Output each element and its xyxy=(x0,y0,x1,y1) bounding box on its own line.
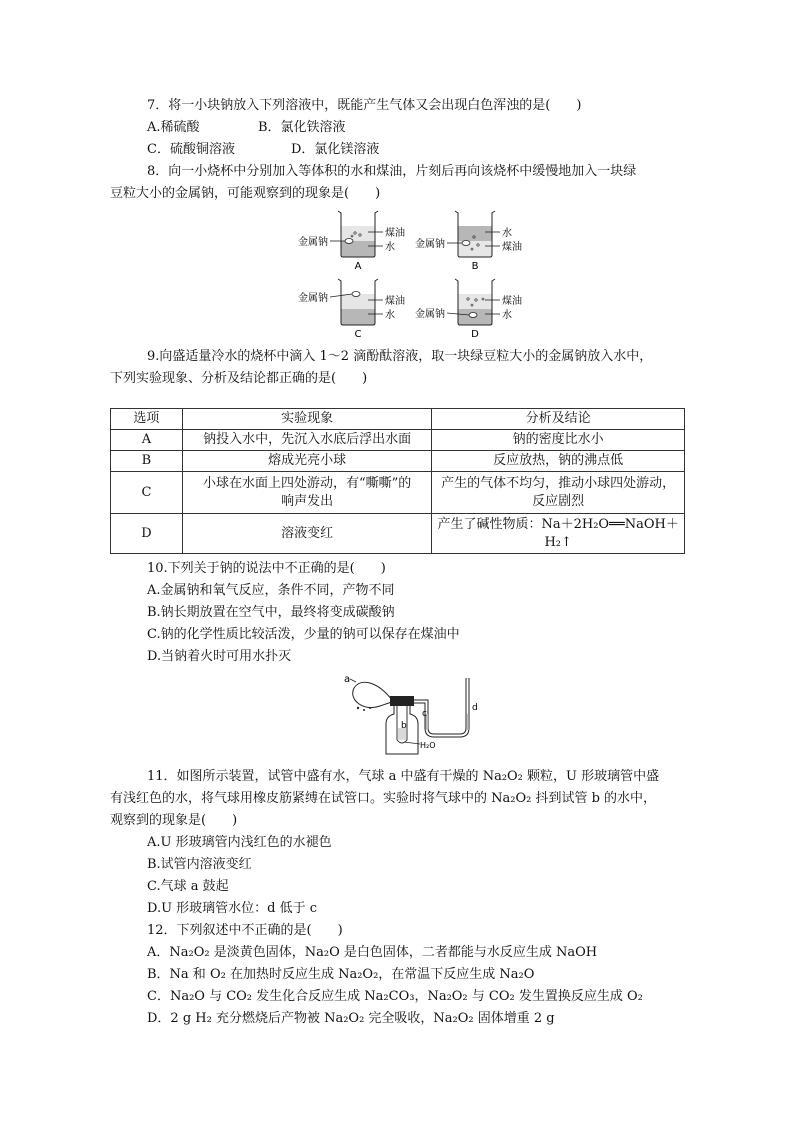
q10-option-c: C.钠的化学性质比较活泼，少量的钠可以保存在煤油中 xyxy=(147,627,460,642)
q8-beaker-svg xyxy=(290,205,530,340)
row-b-conclusion: 反应放热，钠的沸点低 xyxy=(432,451,685,472)
beaker-b xyxy=(447,211,500,257)
q8-stem-line1: 8．向一小烧杯中分别加入等体积的水和煤油，片刻后再向该烧杯中缓慢地加入一块绿 xyxy=(147,164,637,179)
row-c-phenomenon-line2: 响声发出 xyxy=(281,493,334,509)
row-d-phenomenon: 溶液变红 xyxy=(182,514,431,554)
q7-option-d: D．氯化镁溶液 xyxy=(291,142,380,157)
q12-option-b: B．Na 和 O₂ 在加热时反应生成 Na₂O₂，在常温下反应生成 Na₂O xyxy=(147,967,535,982)
beaker-d-kerosene-label: 煤油 xyxy=(502,296,522,307)
row-c-conclusion-line2: 反应剧烈 xyxy=(532,493,585,509)
table-row xyxy=(111,430,685,451)
row-c-conclusion xyxy=(432,472,685,514)
row-a-option: A xyxy=(111,430,183,451)
table-row xyxy=(111,472,685,514)
row-d-conclusion-line1: 产生了碱性物质：Na＋2H₂O══NaOH＋ xyxy=(437,516,679,532)
q11-option-a: A.U 形玻璃管内浅红色的水褪色 xyxy=(147,835,332,850)
q10-option-b: B.钠长期放置在空气中，最终将变成碳酸钠 xyxy=(147,605,395,620)
q12-option-a: A．Na₂O₂ 是淡黄色固体，Na₂O 是白色固体，二者都能与水反应生成 NaOH xyxy=(147,945,598,960)
row-d-conclusion-line2: H₂↑ xyxy=(544,534,572,550)
beaker-c-letter: C xyxy=(354,329,362,340)
q9-stem-line1: 9.向盛适量冷水的烧杯中滴入 1～2 滴酚酞溶液，取一块绿豆粒大小的金属钠放入水中， xyxy=(147,349,653,364)
beaker-b-sodium-label: 金属钠 xyxy=(415,239,445,250)
beaker-a-letter: A xyxy=(354,261,362,272)
row-d-option: D xyxy=(111,514,183,554)
table-row xyxy=(111,451,685,472)
beaker-a-sodium-label: 金属钠 xyxy=(298,237,328,248)
beaker-d-letter: D xyxy=(471,329,479,340)
beaker-c xyxy=(330,279,383,325)
q11-option-d: D.U 形玻璃管水位：d 低于 c xyxy=(147,901,318,916)
header-option: 选项 xyxy=(111,409,183,430)
q11-stem-line1: 11．如图所示装置，试管中盛有水，气球 a 中盛有干燥的 Na₂O₂ 颗粒，U 形玻璃管中盛 xyxy=(147,769,660,784)
table-header-row xyxy=(111,409,685,430)
q9-table xyxy=(110,408,685,554)
beaker-d-sodium-label: 金属钠 xyxy=(415,309,445,320)
u-tube-d-label: d xyxy=(472,703,478,713)
beaker-a xyxy=(330,211,383,257)
q9-stem-line2: 下列实验现象、分析及结论都正确的是( ) xyxy=(110,371,368,386)
beaker-c-kerosene-label: 煤油 xyxy=(385,296,405,307)
table-row xyxy=(111,514,685,554)
q11-apparatus-figure xyxy=(340,670,490,760)
row-b-option: B xyxy=(111,451,183,472)
row-c-option: C xyxy=(111,472,183,514)
beaker-b-water-label: 水 xyxy=(502,228,512,239)
beaker-b-letter: B xyxy=(471,261,479,272)
q11-option-b: B.试管内溶液变红 xyxy=(147,857,252,872)
q8-beaker-figure xyxy=(290,205,530,340)
beaker-b-kerosene-label: 煤油 xyxy=(502,242,522,253)
row-d-conclusion xyxy=(432,514,685,554)
q7-stem: 7．将一小块钠放入下列溶液中，既能产生气体又会出现白色浑浊的是( ) xyxy=(147,98,582,113)
q11-apparatus-svg xyxy=(340,670,490,760)
q11-stem-line2: 有浅红色的水，将气球用橡皮筋紧缚在试管口。实验时将气球中的 Na₂O₂ 抖到试管 b 的水中， xyxy=(110,791,657,806)
row-c-conclusion-line1: 产生的气体不均匀，推动小球四处游动， xyxy=(441,475,676,491)
q11-stem-line3: 观察到的现象是( ) xyxy=(110,813,238,828)
beaker-d-water-label: 水 xyxy=(502,310,512,321)
q7-option-a: A.稀硫酸 xyxy=(147,120,200,135)
header-phenomenon: 实验现象 xyxy=(182,409,431,430)
q12-option-c: C．Na₂O 与 CO₂ 发生化合反应生成 Na₂CO₃，Na₂O₂ 与 CO₂ 发生置换反应生成 O₂ xyxy=(147,989,643,1004)
row-c-phenomenon xyxy=(182,472,431,514)
q11-option-c: C.气球 a 鼓起 xyxy=(147,879,229,894)
water-label: H₂O xyxy=(420,741,436,750)
u-tube-c-label: c xyxy=(422,709,427,719)
beaker-a-water-label: 水 xyxy=(385,242,395,253)
q12-option-d: D．2 g H₂ 充分燃烧后产物被 Na₂O₂ 完全吸收，Na₂O₂ 固体增重 2 g xyxy=(147,1011,555,1026)
row-a-conclusion: 钠的密度比水小 xyxy=(432,430,685,451)
q10-option-d: D.当钠着火时可用水扑灭 xyxy=(147,649,292,664)
q7-option-b: B．氯化铁溶液 xyxy=(258,120,346,135)
beaker-c-water-label: 水 xyxy=(385,310,395,321)
balloon-a-label: a xyxy=(344,674,351,685)
test-tube-b-label: b xyxy=(401,721,407,731)
q10-option-a: A.金属钠和氧气反应，条件不同，产物不同 xyxy=(147,583,395,598)
q7-option-c: C．硫酸铜溶液 xyxy=(147,142,235,157)
beaker-a-kerosene-label: 煤油 xyxy=(385,228,405,239)
row-c-phenomenon-line1: 小球在水面上四处游动，有“嘶嘶”的 xyxy=(202,475,412,491)
row-b-phenomenon: 熔成光亮小球 xyxy=(182,451,431,472)
beaker-c-sodium-label: 金属钠 xyxy=(298,293,328,304)
header-conclusion: 分析及结论 xyxy=(432,409,685,430)
q12-stem: 12．下列叙述中不正确的是( ) xyxy=(147,923,343,938)
q8-stem-line2: 豆粒大小的金属钠，可能观察到的现象是( ) xyxy=(110,186,381,201)
q10-stem: 10.下列关于钠的说法中不正确的是( ) xyxy=(147,561,386,576)
row-a-phenomenon: 钠投入水中，先沉入水底后浮出水面 xyxy=(182,430,431,451)
beaker-d xyxy=(447,279,500,325)
